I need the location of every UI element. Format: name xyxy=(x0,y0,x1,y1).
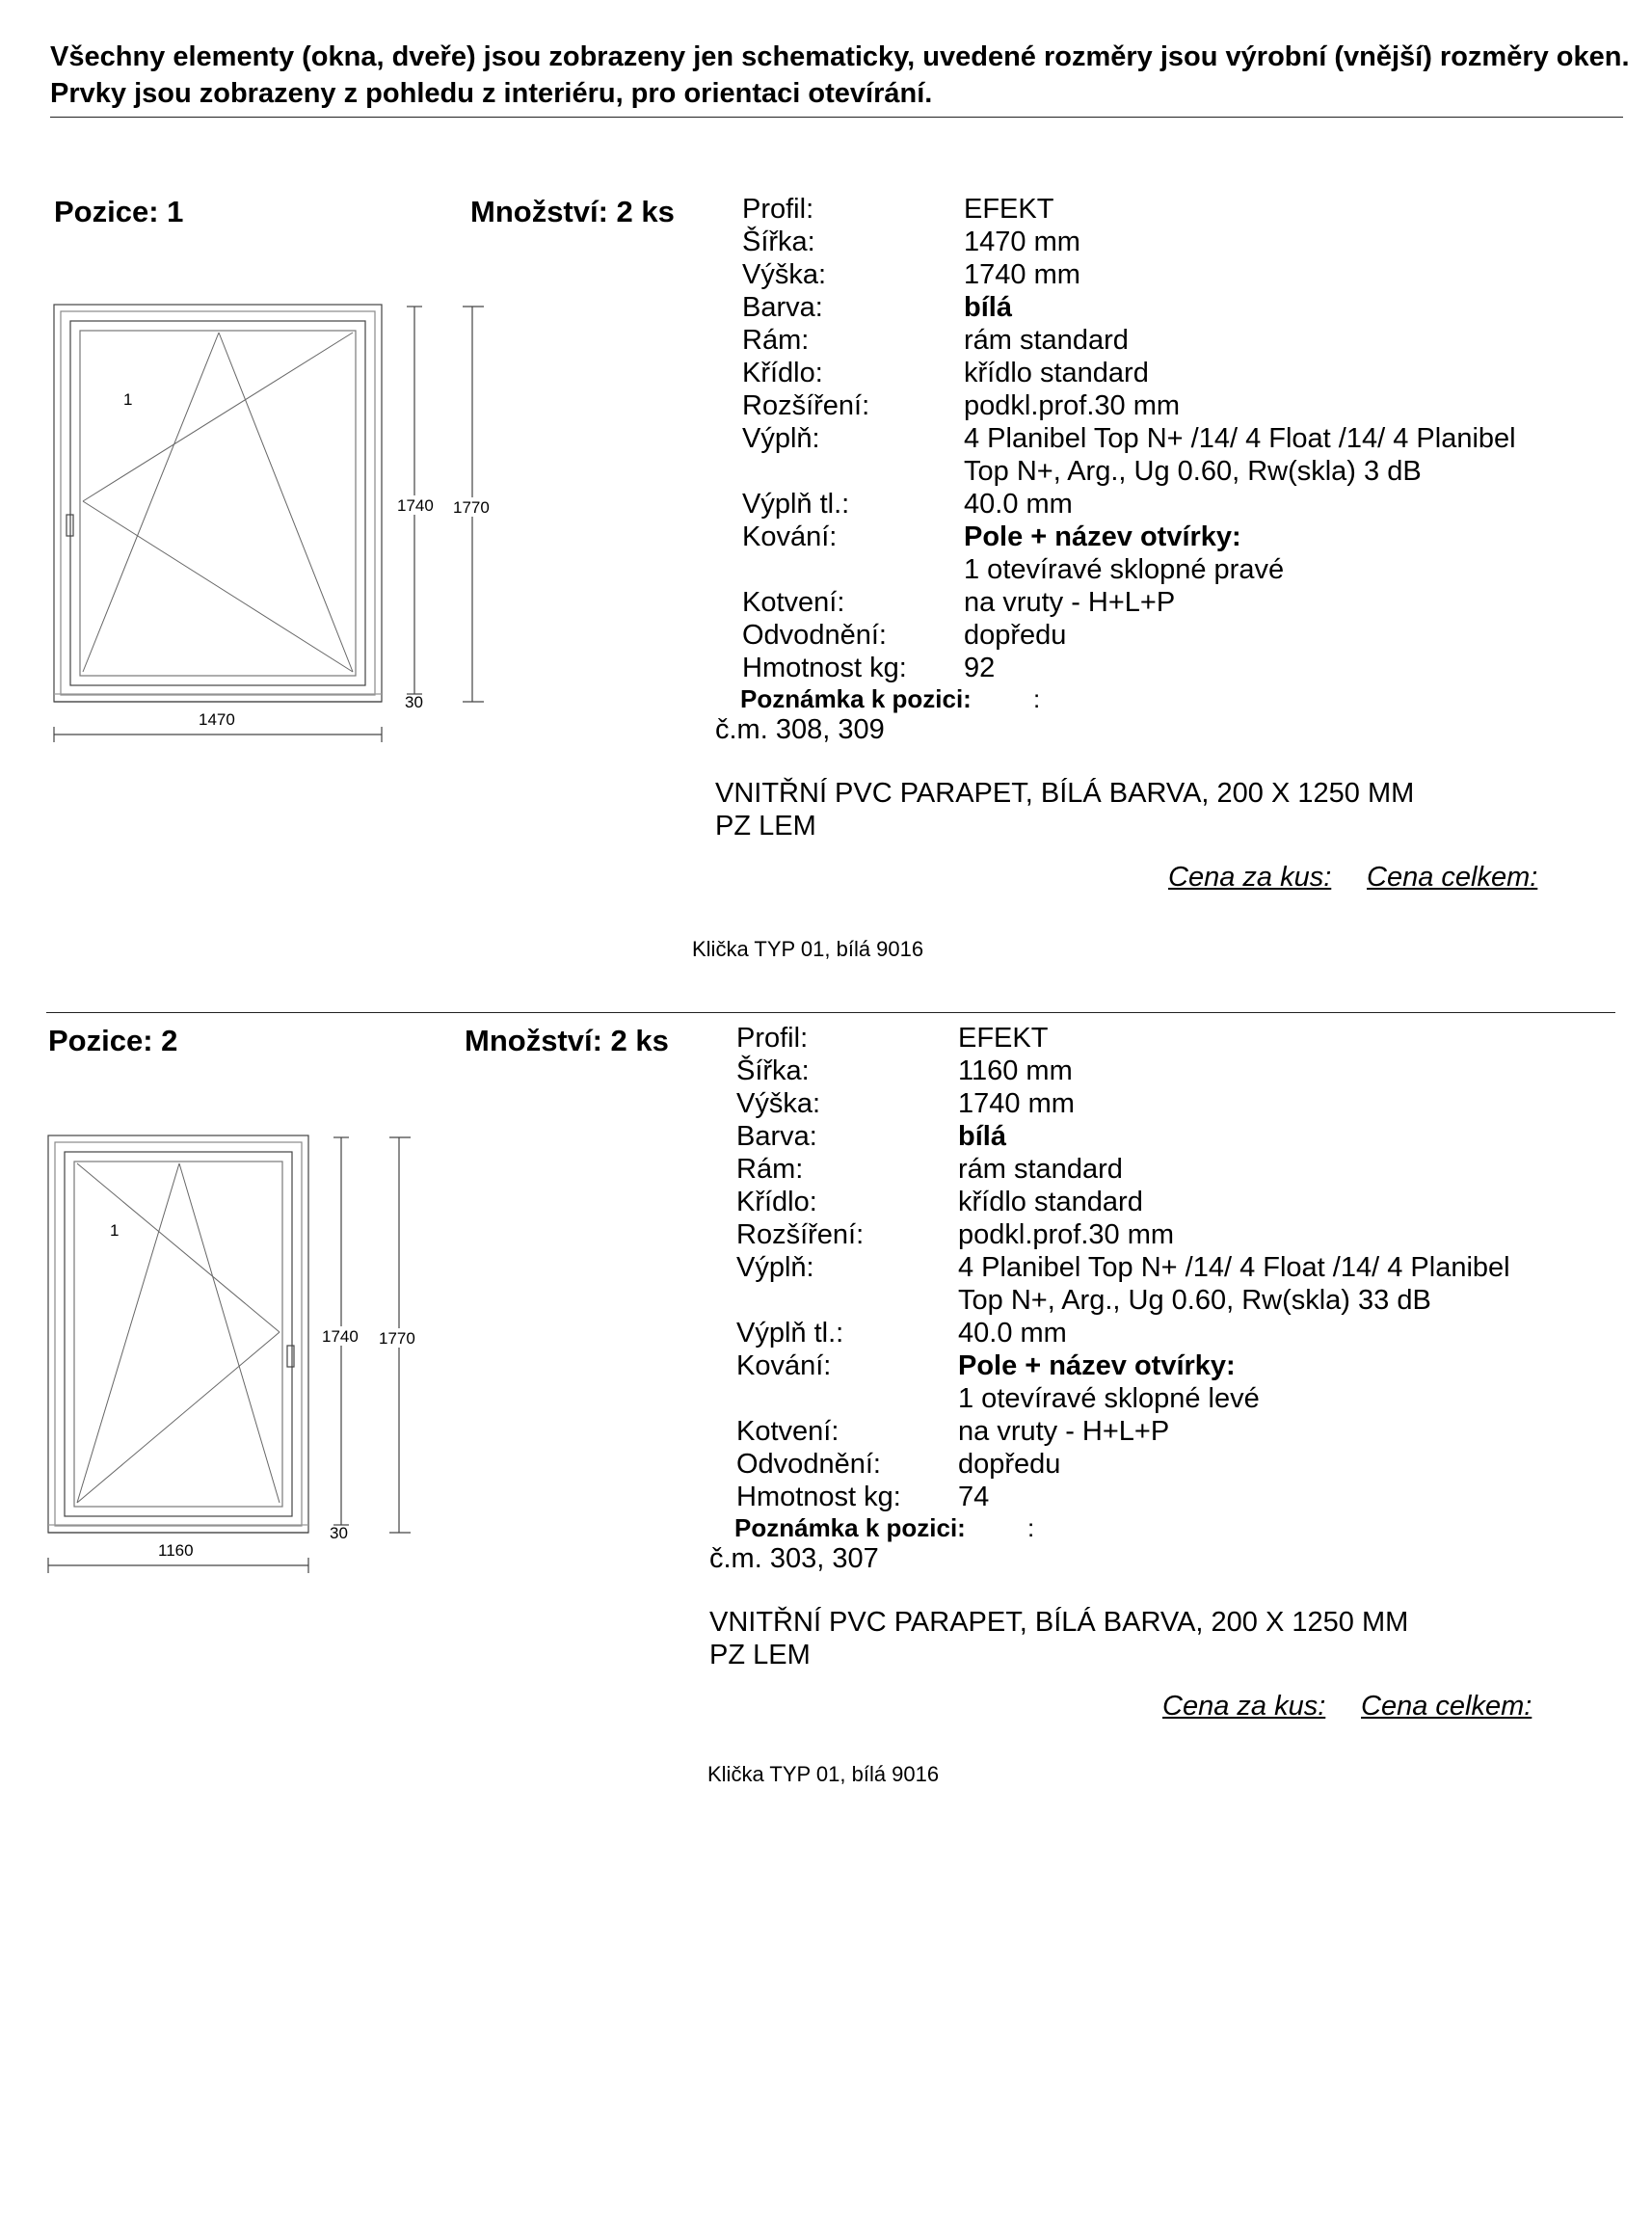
window-frame-outer xyxy=(48,1135,308,1533)
position-divider xyxy=(46,1012,1615,1013)
window-drawing xyxy=(39,289,501,752)
total-height-dimension: 1770 xyxy=(453,498,490,517)
position-note-label: Poznámka k pozici: xyxy=(734,1513,966,1542)
position-title: Pozice: 2 xyxy=(48,1024,178,1057)
room-numbers: č.m. 308, 309 xyxy=(715,714,885,745)
window-drawing xyxy=(33,1118,438,1581)
handle-info: Klička TYP 01, bílá 9016 xyxy=(707,1762,940,1786)
extra-line-lem: PZ LEM xyxy=(715,811,816,841)
position-note-colon: : xyxy=(1027,1513,1035,1542)
position-quantity: Množství: 2 ks xyxy=(465,1024,669,1057)
price-total-label: Cena celkem: xyxy=(1361,1691,1532,1722)
height-dimension: 1740 xyxy=(397,496,434,515)
price-total-label: Cena celkem: xyxy=(1367,862,1538,893)
sash-number: 1 xyxy=(110,1221,120,1240)
position-note-colon: : xyxy=(1033,684,1041,713)
position-note-label: Poznámka k pozici: xyxy=(740,684,972,713)
extra-line-lem: PZ LEM xyxy=(709,1640,811,1670)
room-numbers: č.m. 303, 307 xyxy=(709,1543,879,1574)
width-dimension: 1160 xyxy=(158,1541,194,1560)
price-per-unit-label: Cena za kus: xyxy=(1162,1691,1326,1722)
extension-dimension: 30 xyxy=(405,693,423,711)
window-sash xyxy=(70,321,365,685)
extra-line-sill: VNITŘNÍ PVC PARAPET, BÍLÁ BARVA, 200 X 1250 MM xyxy=(715,778,1415,809)
height-dimension: 1740 xyxy=(322,1327,359,1346)
width-dimension: 1470 xyxy=(199,710,235,729)
extra-line-sill: VNITŘNÍ PVC PARAPET, BÍLÁ BARVA, 200 X 1250 MM xyxy=(709,1607,1409,1638)
header-note: Všechny elementy (okna, dveře) jsou zobrazeny jen schematicky, uvedené rozměry jsou výrobní (vnější) rozměry oken. Prvky jsou zobrazeny z pohledu z interiéru, pro orientaci otevírání. xyxy=(50,41,1630,109)
total-height-dimension: 1770 xyxy=(379,1329,415,1348)
sash-number: 1 xyxy=(123,390,133,409)
window-frame-outer xyxy=(54,305,382,702)
price-per-unit-label: Cena za kus: xyxy=(1168,862,1332,893)
position-title: Pozice: 1 xyxy=(54,195,184,228)
handle-info: Klička TYP 01, bílá 9016 xyxy=(692,937,924,961)
extension-dimension: 30 xyxy=(330,1524,348,1542)
position-quantity: Množství: 2 ks xyxy=(470,195,675,228)
header-divider xyxy=(50,117,1623,118)
window-sash xyxy=(65,1152,292,1516)
